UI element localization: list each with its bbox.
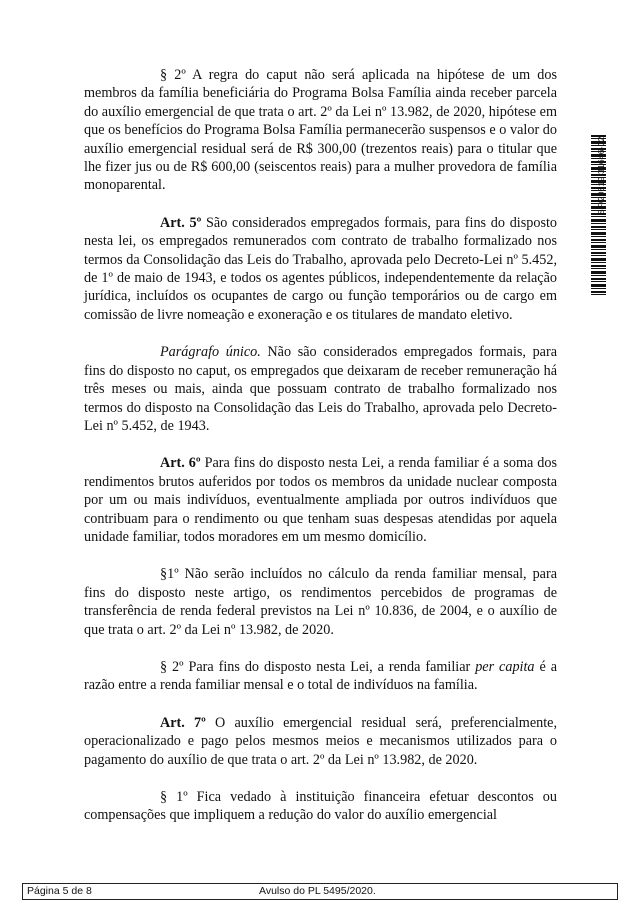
paragraph-art7-par1 bbox=[84, 788, 557, 825]
paragraph-art7 bbox=[84, 714, 557, 769]
barcode-code: SF/20819.31646-02 bbox=[596, 136, 606, 215]
page-number: Página 5 de 8 bbox=[27, 885, 92, 897]
page-footer bbox=[22, 883, 618, 900]
article-number: Art. 6º bbox=[160, 455, 201, 472]
paragraph-art4-par2 bbox=[84, 66, 557, 195]
paragraph-art6-par1 bbox=[84, 565, 557, 639]
article-number: Art. 7º bbox=[160, 714, 206, 731]
paragraph-art5 bbox=[84, 214, 557, 324]
italic-term: per capita bbox=[475, 658, 535, 675]
paragraph-text: § 2º Para fins do disposto nesta Lei, a renda familiar bbox=[160, 658, 476, 675]
paragraph-art6 bbox=[84, 454, 557, 546]
paragraph-text: § 1º Fica vedado à instituição financeira efetuar descontos ou compensações que impliquem a redução do valor do auxílio emergencial bbox=[84, 789, 557, 824]
barcode-stamp bbox=[591, 135, 629, 295]
paragraph-text: § 2º A regra do caput não será aplicada na hipótese de um dos membros da família beneficiária do Programa Bolsa Família ainda receber parcela do auxílio emergencial de que trata o art. 2º da Lei nº 13.982, de 2020, hipótese em que os benefícios do Programa Bolsa Família permanecerão suspensos e o valor do auxílio emergencial residual será de R$ 300,00 (trezentos reais) para o titular que lhe fizer jus ou de R$ 600,00 (seiscentos reais) para a mulher provedora de família monoparental. bbox=[84, 67, 557, 194]
document-reference: Avulso do PL 5495/2020. bbox=[259, 885, 376, 897]
paragraph-text: Para fins do disposto nesta Lei, a renda familiar é a soma dos rendimentos brutos auferidos por todos os membros da unidade nuclear composta por um ou mais indivíduos, eventualmente ampliada por outros indivíduos que contribuam para o rendimento ou que tenham suas despesas atendidas por aquela unidade familiar, todos moradores em um mesmo domicílio. bbox=[84, 455, 558, 545]
document-body bbox=[84, 66, 557, 844]
paragraph-text: O auxílio emergencial residual será, preferencialmente, operacionalizado e pago pelos mesmos meios e mecanismos utilizados para o pagamento do auxílio de que trata o art. 2º da Lei nº 13.982, de 2020. bbox=[84, 714, 558, 768]
paragraph-text: é a razão entre a renda familiar mensal e o total de indivíduos na família. bbox=[84, 658, 557, 694]
paragraph-text: Não são considerados empregados formais, para fins do disposto no caput, os empregados que deixaram de receber remuneração há três meses ou mais, ainda que possuam contrato de trabalho formalizado nos termos do disposto na Consolidação das Leis do Trabalho, aprovada pelo Decreto-Lei nº 5.452, de 1943. bbox=[84, 344, 557, 434]
paragraph-art6-par2 bbox=[84, 658, 557, 695]
paragraph-art5-sole bbox=[84, 343, 557, 435]
paragraph-text: São considerados empregados formais, para fins do disposto nesta lei, os empregados remunerados com contrato de trabalho formalizado nos termos da Consolidação das Leis do Trabalho, aprovada pelo Decreto-Lei nº 5.452, de 1º de maio de 1943, e todos os agentes públicos, independentemente da relação jurídica, incluídos os ocupantes de cargo ou função temporários ou de cargo em comissão de livre nomeação e exoneração e os titulares de mandato eletivo. bbox=[84, 214, 557, 323]
paragraph-text: §1º Não serão incluídos no cálculo da renda familiar mensal, para fins do disposto neste artigo, os rendimentos percebidos de programas de transferência de renda federal previstos na Lei nº 10.836, de 2004, e o auxílio de que trata o art. 2º da Lei nº 13.982, de 2020. bbox=[84, 566, 557, 638]
article-number: Art. 5º bbox=[160, 214, 202, 231]
sole-paragraph-label: Parágrafo único. bbox=[160, 344, 261, 361]
